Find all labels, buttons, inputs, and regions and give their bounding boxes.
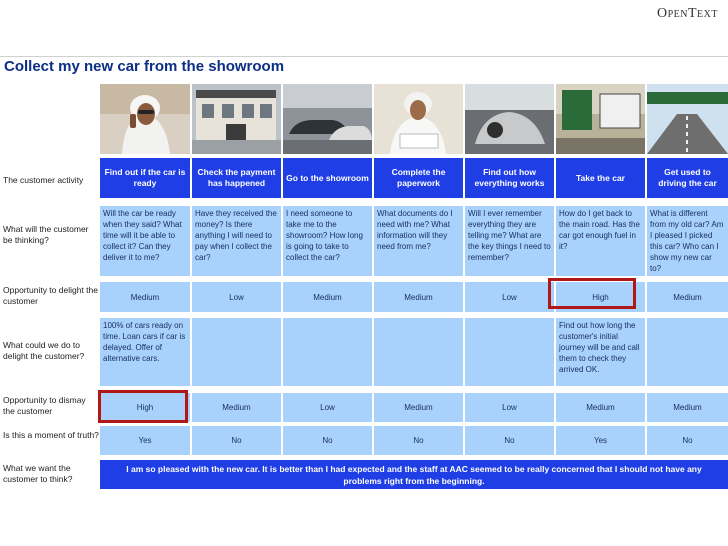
truth-cell: No xyxy=(283,426,372,455)
thinking-cell: I need someone to take me to the showroom? How long is going to take to collect the car? xyxy=(283,206,372,276)
photo-road-signs xyxy=(556,84,645,154)
delight-action-cell xyxy=(283,318,372,386)
header-divider xyxy=(0,56,728,57)
delight-cell: Medium xyxy=(100,282,190,312)
activity-cell: Get used to driving the car xyxy=(647,158,728,198)
row-label-thinking: What will the customer be thinking? xyxy=(3,224,89,245)
truth-cell: Yes xyxy=(100,426,190,455)
thinking-cell: Have they received the money? Is there anything I will need to pay when I collect the car? xyxy=(192,206,281,276)
thinking-cell: Will I ever remember everything they are telling me? What are the key things I need to remember? xyxy=(465,206,554,276)
thinking-cell: How do I get back to the main road. Has the car got enough fuel in it? xyxy=(556,206,645,276)
dismay-cell: Medium xyxy=(647,393,728,422)
row-label-moment-of-truth: Is this a moment of truth? xyxy=(3,430,99,440)
thinking-cell: What is different from my old car? Am I pleased I picked this car? Who can I show my new car to? xyxy=(647,206,728,276)
dismay-cell: Low xyxy=(283,393,372,422)
activity-cell: Complete the paperwork xyxy=(374,158,463,198)
delight-cell: Medium xyxy=(283,282,372,312)
row-label-want-to-think: What we want the customer to think? xyxy=(3,463,73,484)
row-label-delight: Opportunity to delight the customer xyxy=(3,285,98,306)
truth-cell: No xyxy=(374,426,463,455)
photo-man-on-phone xyxy=(100,84,190,154)
activity-cell: Go to the showroom xyxy=(283,158,372,198)
truth-cell: No xyxy=(647,426,728,455)
delight-cell: High xyxy=(556,282,645,312)
thinking-cell: What documents do I need with me? What information will they need from me? xyxy=(374,206,463,276)
highlight-box-high-delight xyxy=(548,278,636,309)
activity-cell: Find out if the car is ready xyxy=(100,158,190,198)
truth-cell: No xyxy=(192,426,281,455)
truth-cell: No xyxy=(465,426,554,455)
dismay-cell: Medium xyxy=(192,393,281,422)
activity-cell: Find out how everything works xyxy=(465,158,554,198)
dismay-cell: Low xyxy=(465,393,554,422)
row-label-delight-action: What could we do to delight the customer? xyxy=(3,340,85,361)
row-label-dismay: Opportunity to dismay the customer xyxy=(3,395,86,416)
desired-customer-thought-banner: I am so pleased with the new car. It is better than I had expected and the staff at AAC seemed to be really concerned that I should not have any problems right from the beginning. xyxy=(100,460,728,489)
row-label-activity: The customer activity xyxy=(3,175,84,185)
dismay-cell: Medium xyxy=(374,393,463,422)
delight-action-cell: 100% of cars ready on time. Loan cars if car is delayed. Offer of alternative cars. xyxy=(100,318,190,386)
delight-cell: Low xyxy=(192,282,281,312)
page-title: Collect my new car from the showroom xyxy=(4,58,285,75)
activity-cell: Take the car xyxy=(556,158,645,198)
delight-action-cell xyxy=(647,318,728,386)
thinking-cell: Will the car be ready when they said? What time will it be able to collect it? Can they deliver it to me? xyxy=(100,206,190,276)
photo-highway xyxy=(647,84,728,154)
delight-cell: Medium xyxy=(647,282,728,312)
delight-cell: Low xyxy=(465,282,554,312)
truth-cell: Yes xyxy=(556,426,645,455)
dismay-cell: High xyxy=(100,393,190,422)
brand-logo: OpenText xyxy=(657,6,718,21)
delight-action-cell xyxy=(465,318,554,386)
photo-car-interior xyxy=(465,84,554,154)
delight-action-cell xyxy=(192,318,281,386)
dismay-cell: Medium xyxy=(556,393,645,422)
highlight-box-high-dismay xyxy=(98,390,188,423)
photo-bank-building xyxy=(192,84,281,154)
photo-man-with-paperwork xyxy=(374,84,463,154)
delight-action-cell: Find out how long the customer's initial journey will be and call them to check they arrived OK. xyxy=(556,318,645,386)
photo-showroom-cars xyxy=(283,84,372,154)
delight-cell: Medium xyxy=(374,282,463,312)
activity-cell: Check the payment has happened xyxy=(192,158,281,198)
delight-action-cell xyxy=(374,318,463,386)
